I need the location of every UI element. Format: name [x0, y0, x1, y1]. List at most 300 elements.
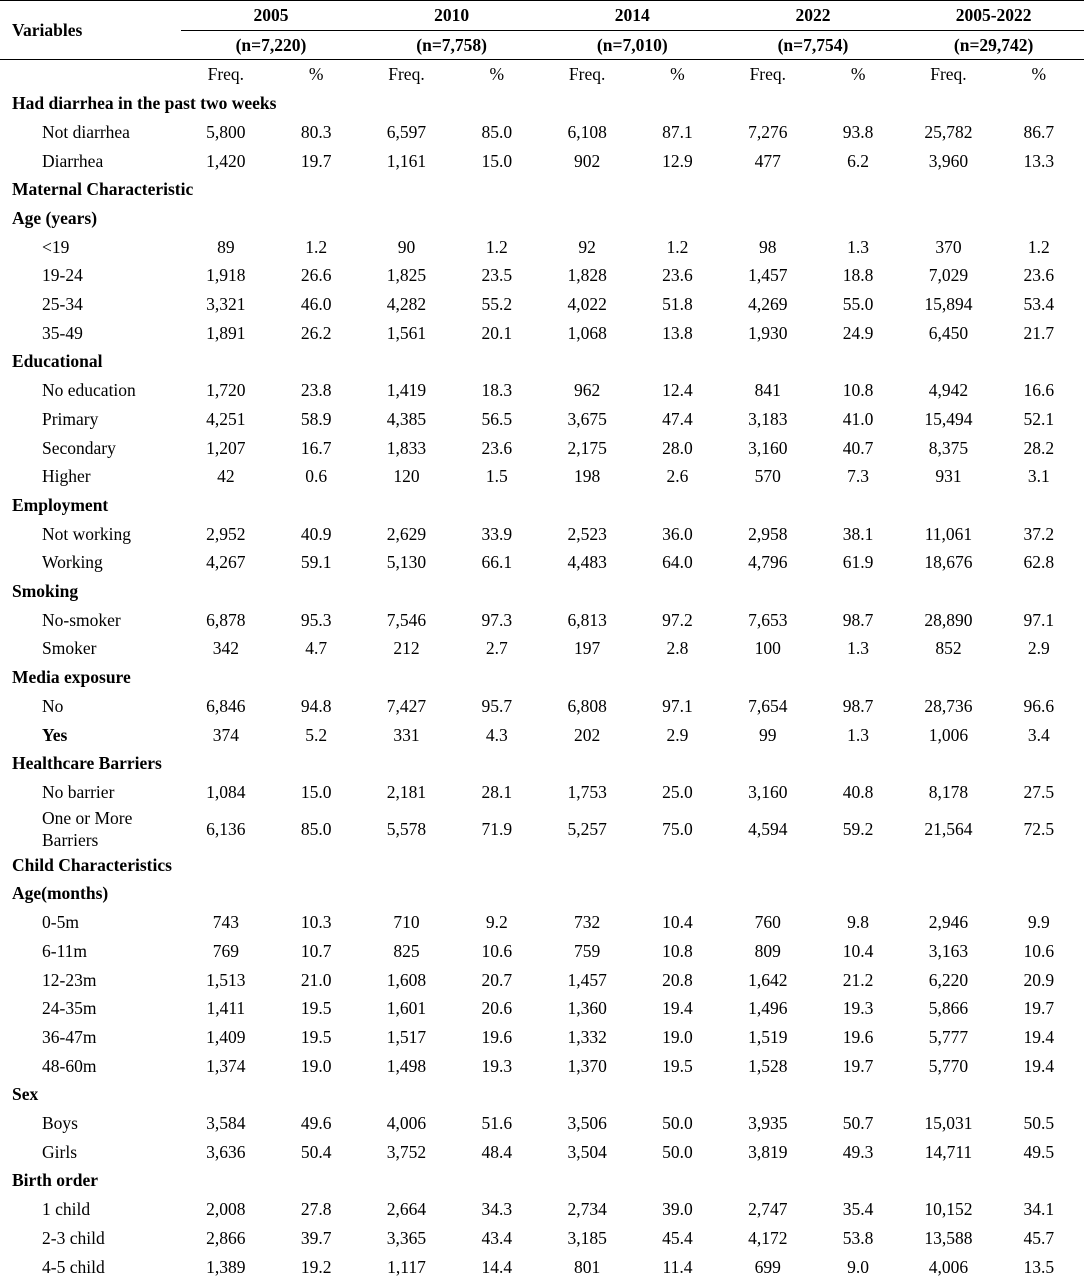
freq-cell: 198: [574, 466, 601, 487]
table-row: [0, 261, 1084, 290]
row-label: 36-47m: [42, 1026, 97, 1047]
freq-cell: 6,878: [206, 609, 246, 630]
pct-cell: 49.6: [300, 1113, 332, 1134]
section-row: [0, 663, 1084, 692]
table-row: [0, 434, 1084, 463]
freq-cell: 3,935: [748, 1113, 788, 1134]
pct-cell: 23.6: [481, 437, 513, 458]
row-label: Smoker: [42, 638, 97, 659]
freq-cell: 15,894: [924, 294, 973, 315]
pct-cell: 87.1: [662, 121, 693, 142]
freq-cell: 28,736: [924, 695, 973, 716]
pct-cell: 85.0: [481, 121, 513, 142]
freq-cell: 4,006: [386, 1113, 427, 1134]
table-row: [0, 290, 1084, 319]
freq-cell: 331: [393, 724, 420, 745]
freq-cell: 1,753: [567, 781, 607, 802]
freq-cell: 1,498: [386, 1055, 427, 1076]
year-header: 2022: [723, 1, 904, 31]
pct-cell: 10.8: [662, 940, 693, 961]
freq-cell: 1,161: [386, 150, 427, 171]
freq-cell: 6,108: [567, 121, 607, 142]
section-row: [0, 347, 1084, 376]
row-label: 2-3 child: [42, 1227, 105, 1248]
section-row: [0, 175, 1084, 204]
pct-cell: 16.6: [1023, 380, 1055, 401]
pct-cell: 49.3: [842, 1141, 874, 1162]
pct-cell: 45.7: [1023, 1227, 1055, 1248]
pct-cell: 19.7: [300, 150, 332, 171]
freq-cell: 7,029: [928, 265, 969, 286]
table-row: [0, 1138, 1084, 1167]
pct-cell: 13.3: [1023, 150, 1055, 171]
freq-cell: 8,178: [928, 781, 969, 802]
pct-cell: 5.2: [305, 724, 328, 745]
pct-cell: 13.5: [1023, 1256, 1055, 1277]
pct-cell: 24.9: [842, 322, 874, 343]
row-label: Girls: [42, 1141, 77, 1162]
pct-cell: 40.7: [842, 437, 874, 458]
pct-cell: 9.0: [847, 1256, 870, 1277]
pct-cell: 96.6: [1023, 695, 1055, 716]
pct-cell: 10.6: [1023, 940, 1055, 961]
freq-cell: 3,321: [206, 294, 246, 315]
pct-cell: 2.8: [666, 638, 689, 659]
freq-cell: 570: [754, 466, 781, 487]
pct-cell: 40.9: [300, 523, 332, 544]
section-row: [0, 879, 1084, 908]
pct-cell: 19.7: [1023, 998, 1055, 1019]
freq-cell: 89: [217, 236, 235, 257]
pct-cell: 3.4: [1027, 724, 1050, 745]
freq-cell: 1,370: [567, 1055, 607, 1076]
freq-cell: 809: [754, 940, 781, 961]
freq-cell: 1,720: [206, 380, 246, 401]
row-label: 4-5 child: [42, 1256, 105, 1277]
pct-cell: 98.7: [842, 695, 874, 716]
pct-cell: 10.6: [481, 940, 513, 961]
pct-cell: 14.4: [481, 1256, 513, 1277]
freq-cell: 4,385: [386, 408, 427, 429]
pct-cell: 1.2: [485, 236, 508, 257]
freq-cell: 1,918: [206, 265, 246, 286]
freq-cell: 28,890: [924, 609, 973, 630]
freq-cell: 4,282: [386, 294, 427, 315]
pct-cell: 19.5: [662, 1055, 693, 1076]
pct-cell: 20.9: [1023, 969, 1055, 990]
pct-cell: 19.3: [481, 1055, 513, 1076]
pct-cell: 13.8: [662, 322, 693, 343]
section-label: Birth order: [12, 1170, 99, 1191]
pct-cell: 1.2: [1027, 236, 1050, 257]
freq-cell: 1,825: [386, 265, 427, 286]
freq-cell: 1,084: [206, 781, 246, 802]
section-label: Age(months): [12, 883, 109, 904]
table-row: [0, 118, 1084, 147]
table-row: [0, 520, 1084, 549]
pct-cell: 4.3: [485, 724, 508, 745]
pct-cell: 10.8: [842, 380, 874, 401]
freq-cell: 1,642: [748, 969, 788, 990]
freq-cell: 3,183: [748, 408, 788, 429]
pct-cell: 34.1: [1023, 1199, 1055, 1220]
freq-cell: 99: [759, 724, 777, 745]
pct-cell: 37.2: [1023, 523, 1055, 544]
freq-cell: 5,257: [567, 818, 607, 839]
section-label: Sex: [12, 1084, 39, 1105]
freq-cell: 1,457: [748, 265, 788, 286]
table-row: [0, 405, 1084, 434]
freq-cell: 7,276: [748, 121, 788, 142]
freq-cell: 6,813: [567, 609, 607, 630]
empty-cell: [0, 60, 181, 89]
pct-cell: 18.3: [481, 380, 513, 401]
pct-cell: 10.7: [300, 940, 332, 961]
freq-cell: 120: [393, 466, 420, 487]
pct-cell: 28.1: [481, 781, 513, 802]
table-row: [0, 966, 1084, 995]
freq-cell: 3,506: [567, 1113, 607, 1134]
section-label: Maternal Characteristic: [12, 179, 194, 200]
pct-cell: 39.7: [300, 1227, 332, 1248]
section-label: Had diarrhea in the past two weeks: [12, 93, 277, 114]
freq-cell: 1,389: [206, 1256, 246, 1277]
freq-cell: 4,594: [748, 818, 788, 839]
pct-cell: 51.8: [662, 294, 693, 315]
pct-cell: 1.2: [666, 236, 689, 257]
freq-cell: 710: [393, 912, 420, 933]
freq-cell: 202: [574, 724, 601, 745]
freq-cell: 15,031: [924, 1113, 973, 1134]
pct-cell: 75.0: [662, 818, 693, 839]
pct-cell: 19.3: [842, 998, 874, 1019]
pct-cell: 19.7: [842, 1055, 874, 1076]
section-row: [0, 1166, 1084, 1195]
pct-cell: 26.6: [300, 265, 332, 286]
pct-cell: 71.9: [481, 818, 513, 839]
row-label: Not working: [42, 523, 131, 544]
freq-cell: 8,375: [928, 437, 969, 458]
table-row: [0, 692, 1084, 721]
freq-cell: 100: [754, 638, 781, 659]
freq-cell: 15,494: [924, 408, 973, 429]
pct-cell: 86.7: [1023, 121, 1055, 142]
pct-cell: 55.0: [842, 294, 874, 315]
pct-cell: 20.8: [662, 969, 693, 990]
table-row: [0, 1023, 1084, 1052]
pct-cell: 10.3: [300, 912, 332, 933]
row-label: 19-24: [42, 265, 83, 286]
freq-cell: 6,136: [206, 818, 246, 839]
freq-cell: 5,800: [206, 121, 246, 142]
table-row: [0, 376, 1084, 405]
pct-cell: 33.9: [481, 523, 513, 544]
section-row: [0, 851, 1084, 880]
table-row: [0, 1224, 1084, 1253]
freq-cell: 92: [578, 236, 596, 257]
pct-cell: 35.4: [842, 1199, 874, 1220]
pct-cell: 20.1: [481, 322, 513, 343]
freq-cell: 7,654: [748, 695, 788, 716]
pct-cell: 1.5: [485, 466, 508, 487]
pct-cell: 51.6: [481, 1113, 513, 1134]
freq-cell: 841: [754, 380, 781, 401]
row-label: Working: [42, 552, 103, 573]
pct-cell: 53.4: [1023, 294, 1055, 315]
freq-cell: 4,022: [567, 294, 607, 315]
freq-header: Freq.: [388, 64, 425, 85]
pct-cell: 11.4: [662, 1256, 693, 1277]
pct-cell: 23.6: [662, 265, 693, 286]
freq-cell: 7,427: [386, 695, 427, 716]
freq-cell: 5,777: [928, 1026, 969, 1047]
freq-cell: 2,952: [206, 523, 246, 544]
table-row: [0, 937, 1084, 966]
freq-cell: 2,008: [206, 1199, 246, 1220]
section-label: Employment: [12, 494, 109, 515]
freq-cell: 931: [935, 466, 962, 487]
freq-cell: 25,782: [924, 121, 973, 142]
pct-cell: 27.8: [300, 1199, 332, 1220]
table-row: [0, 1253, 1084, 1281]
freq-cell: 1,608: [386, 969, 427, 990]
sample-size-header: (n=7,220): [181, 30, 362, 60]
freq-cell: 3,752: [386, 1141, 427, 1162]
freq-cell: 4,267: [206, 552, 246, 573]
freq-cell: 18,676: [924, 552, 973, 573]
pct-cell: 1.2: [305, 236, 328, 257]
table-row: [0, 634, 1084, 663]
freq-cell: 342: [212, 638, 239, 659]
pct-cell: 49.5: [1023, 1141, 1055, 1162]
freq-header: Freq.: [568, 64, 606, 85]
pct-cell: 7.3: [847, 466, 870, 487]
freq-cell: 7,653: [748, 609, 788, 630]
freq-cell: 10,152: [924, 1199, 973, 1220]
pct-cell: 48.4: [481, 1141, 513, 1162]
row-label: 25-34: [42, 294, 83, 315]
freq-cell: 852: [935, 638, 962, 659]
row-label: 24-35m: [42, 998, 97, 1019]
pct-cell: 28.2: [1023, 437, 1055, 458]
pct-cell: 58.9: [300, 408, 332, 429]
section-row: [0, 204, 1084, 233]
pct-cell: 0.6: [305, 466, 328, 487]
freq-cell: 962: [574, 380, 601, 401]
freq-cell: 1,519: [748, 1026, 788, 1047]
section-label: Media exposure: [12, 667, 131, 688]
freq-cell: 2,747: [748, 1199, 788, 1220]
pct-cell: 46.0: [300, 294, 332, 315]
pct-cell: 66.1: [481, 552, 513, 573]
pct-cell: 23.6: [1023, 265, 1055, 286]
row-label: No education: [42, 380, 136, 401]
freq-cell: 4,006: [928, 1256, 969, 1277]
pct-cell: 36.0: [662, 523, 693, 544]
pct-cell: 45.4: [662, 1227, 693, 1248]
pct-cell: 59.2: [842, 818, 874, 839]
pct-cell: 2.6: [666, 466, 689, 487]
row-label: Secondary: [42, 437, 116, 458]
table-row: [0, 994, 1084, 1023]
freq-cell: 3,365: [386, 1227, 427, 1248]
freq-cell: 5,130: [386, 552, 427, 573]
pct-cell: 56.5: [481, 408, 513, 429]
pct-cell: 62.8: [1023, 552, 1055, 573]
table-row: [0, 548, 1084, 577]
pct-cell: 25.0: [662, 781, 693, 802]
row-label: No barrier: [42, 781, 115, 802]
freq-cell: 1,411: [206, 998, 246, 1019]
freq-cell: 825: [393, 940, 420, 961]
freq-cell: 13,588: [924, 1227, 973, 1248]
freq-cell: 6,846: [206, 695, 246, 716]
pct-cell: 93.8: [842, 121, 874, 142]
freq-cell: 1,419: [386, 380, 427, 401]
pct-cell: 9.8: [847, 912, 870, 933]
row-label: Higher: [42, 466, 91, 487]
header-years-row: [0, 1, 1084, 31]
freq-cell: 6,220: [928, 969, 969, 990]
section-label: Smoking: [12, 581, 79, 602]
freq-cell: 1,006: [928, 724, 969, 745]
pct-cell: 97.1: [662, 695, 693, 716]
pct-cell: 43.4: [481, 1227, 513, 1248]
freq-cell: 2,946: [928, 912, 969, 933]
pct-cell: 80.3: [300, 121, 332, 142]
pct-cell: 1.3: [847, 724, 870, 745]
pct-cell: 64.0: [662, 552, 693, 573]
section-row: [0, 1080, 1084, 1109]
freq-cell: 2,629: [386, 523, 427, 544]
freq-cell: 42: [217, 466, 235, 487]
freq-cell: 2,523: [567, 523, 607, 544]
freq-cell: 732: [574, 912, 601, 933]
pct-cell: 95.7: [481, 695, 513, 716]
freq-cell: 769: [212, 940, 239, 961]
pct-cell: 23.8: [300, 380, 332, 401]
table-row: [0, 147, 1084, 176]
freq-cell: 14,711: [924, 1141, 973, 1162]
freq-cell: 2,664: [386, 1199, 427, 1220]
freq-header: Freq.: [207, 64, 245, 85]
pct-cell: 21.7: [1023, 322, 1055, 343]
section-label: Age (years): [12, 207, 98, 228]
pct-cell: 16.7: [300, 437, 332, 458]
subheader-row: [0, 60, 1084, 89]
pct-cell: 12.9: [662, 150, 693, 171]
freq-cell: 1,068: [567, 322, 607, 343]
pct-cell: 19.4: [1023, 1026, 1055, 1047]
row-label: Diarrhea: [42, 150, 104, 171]
pct-cell: 26.2: [300, 322, 332, 343]
section-label: Healthcare Barriers: [12, 753, 162, 774]
pct-header: %: [850, 64, 866, 85]
pct-cell: 19.5: [300, 1026, 332, 1047]
pct-cell: 85.0: [300, 818, 332, 839]
freq-cell: 3,584: [206, 1113, 246, 1134]
freq-cell: 1,496: [748, 998, 788, 1019]
freq-cell: 5,770: [928, 1055, 969, 1076]
freq-cell: 743: [212, 912, 239, 933]
pct-header: %: [308, 64, 324, 85]
table-row: [0, 1052, 1084, 1081]
pct-cell: 19.5: [300, 998, 332, 1019]
freq-cell: 90: [397, 236, 416, 257]
freq-cell: 1,561: [386, 322, 427, 343]
pct-cell: 15.0: [300, 781, 332, 802]
pct-header: %: [1031, 64, 1047, 85]
freq-cell: 5,866: [928, 998, 969, 1019]
pct-header: %: [489, 64, 505, 85]
freq-cell: 2,866: [206, 1227, 246, 1248]
pct-cell: 50.7: [842, 1113, 874, 1134]
table-row: [0, 807, 1084, 851]
freq-cell: 477: [754, 150, 781, 171]
section-row: [0, 491, 1084, 520]
sample-size-header: (n=7,758): [361, 30, 542, 60]
section-row: [0, 577, 1084, 606]
freq-cell: 1,207: [206, 437, 246, 458]
pct-cell: 12.4: [662, 380, 693, 401]
pct-cell: 20.6: [481, 998, 513, 1019]
pct-cell: 6.2: [847, 150, 870, 171]
freq-cell: 1,833: [386, 437, 427, 458]
freq-cell: 4,172: [748, 1227, 788, 1248]
pct-cell: 53.8: [842, 1227, 874, 1248]
freq-cell: 1,891: [206, 322, 246, 343]
freq-cell: 1,528: [748, 1055, 788, 1076]
freq-cell: 212: [393, 638, 420, 659]
pct-cell: 4.7: [305, 638, 328, 659]
freq-cell: 4,251: [206, 408, 246, 429]
pct-cell: 19.4: [1023, 1055, 1055, 1076]
pct-cell: 1.3: [847, 638, 870, 659]
pct-cell: 27.5: [1023, 781, 1055, 802]
pct-cell: 21.0: [300, 969, 332, 990]
row-label: 12-23m: [42, 969, 97, 990]
freq-header: Freq.: [749, 64, 787, 85]
row-label: 1 child: [42, 1199, 91, 1220]
row-label: 6-11m: [42, 940, 88, 961]
table-row: [0, 606, 1084, 635]
freq-cell: 699: [754, 1256, 781, 1277]
pct-cell: 59.1: [300, 552, 332, 573]
pct-cell: 47.4: [662, 408, 693, 429]
freq-cell: 1,374: [206, 1055, 246, 1076]
freq-cell: 2,734: [567, 1199, 607, 1220]
freq-cell: 5,578: [386, 818, 427, 839]
freq-cell: 6,597: [386, 121, 427, 142]
pct-cell: 1.3: [847, 236, 870, 257]
year-header: 2014: [542, 1, 723, 31]
row-label: Yes: [42, 724, 68, 745]
pct-cell: 19.0: [662, 1026, 693, 1047]
freq-cell: 1,420: [206, 150, 246, 171]
freq-cell: 4,942: [928, 380, 969, 401]
pct-cell: 61.9: [842, 552, 874, 573]
year-header: 2005-2022: [903, 1, 1084, 31]
pct-cell: 72.5: [1023, 818, 1055, 839]
freq-cell: 3,819: [748, 1141, 788, 1162]
table-row: [0, 462, 1084, 491]
pct-header: %: [670, 64, 685, 85]
table-row: [0, 233, 1084, 262]
freq-cell: 760: [754, 912, 781, 933]
pct-cell: 19.0: [300, 1055, 332, 1076]
freq-cell: 3,160: [748, 437, 788, 458]
pct-cell: 23.5: [481, 265, 513, 286]
